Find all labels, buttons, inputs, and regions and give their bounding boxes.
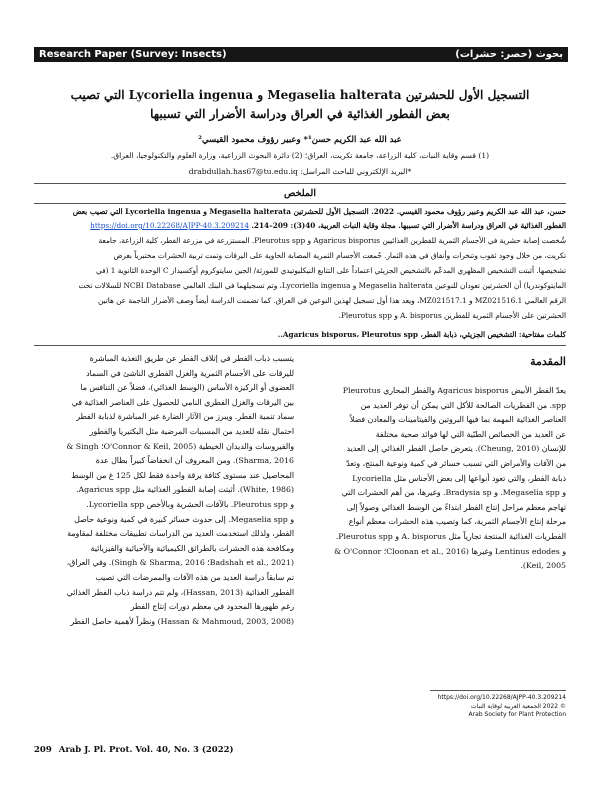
page-footer: [34, 745, 234, 755]
footnote-rule: [430, 690, 566, 691]
affiliations: (1) قسم وقاية النبات، كلية الزراعة، جامعة تكريت، العراق؛ (2) دائرة البحوث الزراعية، وزارة العلوم والتكنولوجيا، العراق.: [110, 151, 490, 160]
abstract-line: شُخصت إصابة حشرية في الأجسام الثمرية للفطرين الغذائيين Agaricus bisporus و Pleurotus spp. المستزرعة في مزرعة الفطر، كلية الزراعة، جامعة: [98, 236, 566, 245]
text-line: ذبابة الفطر، والتي تعود أنواعها إلى بعض الأجناس مثل Lycoriella: [352, 473, 566, 483]
text-line: والفيروسات والديدان الخيطية (O'Connor & Keil, 2005؛ Singh &: [66, 441, 294, 451]
page-number: 209: [34, 745, 52, 755]
text-line: يتسبب ذباب الفطر في إتلاف الفطر عن طريق التغذية المباشرة: [89, 354, 294, 363]
text-line: المحاصيل عند مستوى كثافة يرقة واحدة فقط لكل 125 غ من الوسط: [71, 470, 294, 480]
text-line: و Lentinus edodes وغيرها (Cloonan et al., 2016؛ O'Connor &: [334, 546, 566, 556]
abstract-line: الرقم العالمي MZ021516.1 و MZ021517.1، ويعد هذا أول تسجيل لهذين النوعين في العراق. كما تضمنت الدراسة أيضاً وصف الأضرار الناجمة عن هاتين: [97, 296, 566, 305]
doi-link[interactable]: https://doi.org/10.22268/AJPP-40.3.209214: [90, 221, 249, 230]
abstract-line: الحشرتين على الأجسام الثمرية للفطرين A. bisporus و Pleurotus spp.: [338, 311, 566, 320]
abstract-citation-line2: [34, 220, 566, 232]
divider-keywords: [34, 345, 566, 346]
banner-arabic: بحوث (حصر: حشرات): [455, 49, 563, 60]
footnote-doi: https://doi.org/10.22268/AJPP-40.3.209214: [437, 694, 566, 701]
text-line: احتمال نقله للعديد من المسببات المرضية مثل البكتيريا والفطور: [89, 426, 294, 436]
text-line: من الآفات والأمراض التي تسبب خسائر في كمية ونوعية المنتج، وتعدّ: [346, 458, 566, 468]
intro-right-column: [318, 384, 566, 574]
text-line: ومكافحة هذه الحشرات بالطرائق الكيميائية والأحيائية والفيزيائية: [90, 543, 294, 553]
abstract-body: [34, 235, 566, 325]
text-line: رغم ظهورها المحدود في معظم دورات إنتاج الفطر: [130, 602, 294, 612]
text-line: (Hassan & Mahmoud, 2003, 2008) ونظراً لأهمية حاصل الفطر: [70, 616, 294, 626]
text-line: العناصر الغذائية المهمة بما فيها البروتين والفيتامينات والمعادن فضلاً: [349, 415, 566, 425]
abstract-line: تكريت، من خلال وجود ثقوب وتنخرات وأنفاق في هذه الثمار. جُمعت الأجسام الثمرية المصابة الحاوية على اليرقات وتمت تربية الحشرات مختبرياً بغرض: [113, 251, 566, 260]
footnote: [318, 694, 566, 720]
text-line: Sharma, 2016). ومن المعروف أن انخفاضاً كبيراً بطال عدة: [95, 456, 294, 466]
text-line: و Megaselia spp. و Bradysia sp. وغيرها، من أهم الحشرات التي: [341, 488, 566, 498]
introduction-heading: المقدمة: [530, 355, 566, 368]
text-line: و Megaselia spp. إلى حدوث خسائر كبيرة في كمية ونوعية حاصل: [74, 514, 294, 524]
intro-left-column: [34, 352, 294, 629]
text-line: بين اليرقات والغزل الفطري النامي للحصول على العناصر الغذائية في: [71, 397, 294, 407]
abstract-line: المايتوكوندريا) أن الحشرتين تعودان للنوعين Megaselia halterata و Lycoriella ingenua، وتم تسجيلهما في البنك العالمي NCBI Database للسلالات تحت: [78, 281, 566, 290]
text-line: يعدّ الفطر الأبيض Agaricus bisporus والفطر المحاري Pleurotus: [342, 386, 566, 395]
text-line: تهاجم معظم مراحل إنتاج الفطر ابتداءً من الوسط الغذائي وصولاً إلى: [346, 502, 566, 512]
keywords: كلمات مفتاحية: التشخيص الجزيئي، ذبابة الفطر، Agaricus bisporus، Pleurotus spp..: [277, 330, 566, 339]
text-line: الفطور الغذائية (Hassan, 2013)، ولم تتم دراسة ذباب الفطر الغذائي: [66, 587, 294, 597]
text-line: عن العديد من الخصائص الطبّية التي لها فوائد صحية مختلفة: [375, 429, 566, 439]
authors: عبد الله عبد الكريم حسن¹* وعبير رؤوف محمود القيسي²: [198, 135, 402, 145]
abstract-heading: الملخص: [284, 188, 316, 199]
text-line: مرحلة إنتاج الأجسام الثمرية، كما وتصيب هذه الحشرات معظم أنواع: [348, 517, 566, 527]
text-line: للإنسان (Cheung, 2010). يتعرض حاصل الفطر الغذائي إلى العديد: [346, 444, 566, 454]
text-line: الفطريات الغذائية المنتجة تجارياً مثل A. bisporus و Pleurotus spp.: [335, 531, 566, 541]
text-line: (White, 1986). أثبتت إصابة الفطور الغذائية مثل Agaricus spp.: [76, 485, 294, 495]
text-line: سماد تنمية الفطر. ويبرز من الآثار الضارة غير المباشرة لذبابة الفطر: [76, 412, 294, 422]
section-banner: [34, 47, 568, 62]
text-line: تم سابقاً دراسة العديد من هذه الآفات والممرضات التي تصيب: [95, 572, 294, 582]
footnote-copyright-en: Arab Society for Plant Protection: [468, 711, 566, 718]
divider-top: [34, 183, 566, 184]
abstract-citation-line1: حسن، عبد الله عبد الكريم وعبير رؤوف محمود القيسي. 2022. التسجيل الأول للحشرتين Megaselia halterata و Lycoriella ingenua التي تصيب بعض: [72, 207, 566, 216]
abstract-line: تشخيصها. أثبتت التشخيص المظهري المدعّم بالتشخيص الجزيئي اعتماداً على التتابع النيكليوتيدي للمورثة/ الجين سايتوكروم أوكسيداز C الوحدة الثانوية 1 (في: [96, 266, 566, 275]
text-line: لليرقات على الأجسام الثمرية والغزل الفطري الناشئ في السماد: [86, 368, 294, 378]
text-line: Keil, 2005).: [520, 561, 566, 571]
text-line: الفطر، ولذلك استخدمت العديد من الدراسات تطبيقات مختلفة لمقاومة: [67, 529, 294, 539]
footnote-copyright-ar: © 2022 الجمعية العربية لوقاية النبات: [470, 702, 566, 710]
text-line: (Badshah et al., 2021؛ Singh & Sharma, 2016). وفي العراق،: [66, 558, 294, 568]
paper-title-line1: التسجيل الأول للحشرتين Megaselia halterata و Lycoriella ingenua التي تصيب: [70, 88, 530, 102]
journal-citation: Arab J. Pl. Prot. Vol. 40, No. 3 (2022): [58, 745, 234, 755]
text-line: العضوي أو الركيزة الأساس (الوسط الغذائي)، فضلاً عن التنافس ما: [80, 383, 294, 393]
corresponding-email: *البريد الإلكتروني للباحث المراسل: drabdullah.has67@tu.edu.iq: [188, 167, 412, 176]
divider-abstract: [34, 203, 566, 204]
text-line: و Pleurotus spp. بالآفات الحشرية وبالأخص Lycoriella spp.: [86, 499, 294, 509]
abstract-citation-text: الفطور الغذائية في العراق ودراسة الأضرار التي تسببها. مجلة وقاية النبات العربية، 40(3): 209–214.: [251, 221, 566, 230]
paper-title-line2: بعض الفطور الغذائية في العراق ودراسة الأضرار التي تسببها: [150, 107, 450, 121]
banner-english: Research Paper (Survey: Insects): [39, 49, 227, 60]
text-line: spp. من الفطريات الصالحة للأكل التي يمكن أن توفر العديد من: [360, 400, 566, 410]
